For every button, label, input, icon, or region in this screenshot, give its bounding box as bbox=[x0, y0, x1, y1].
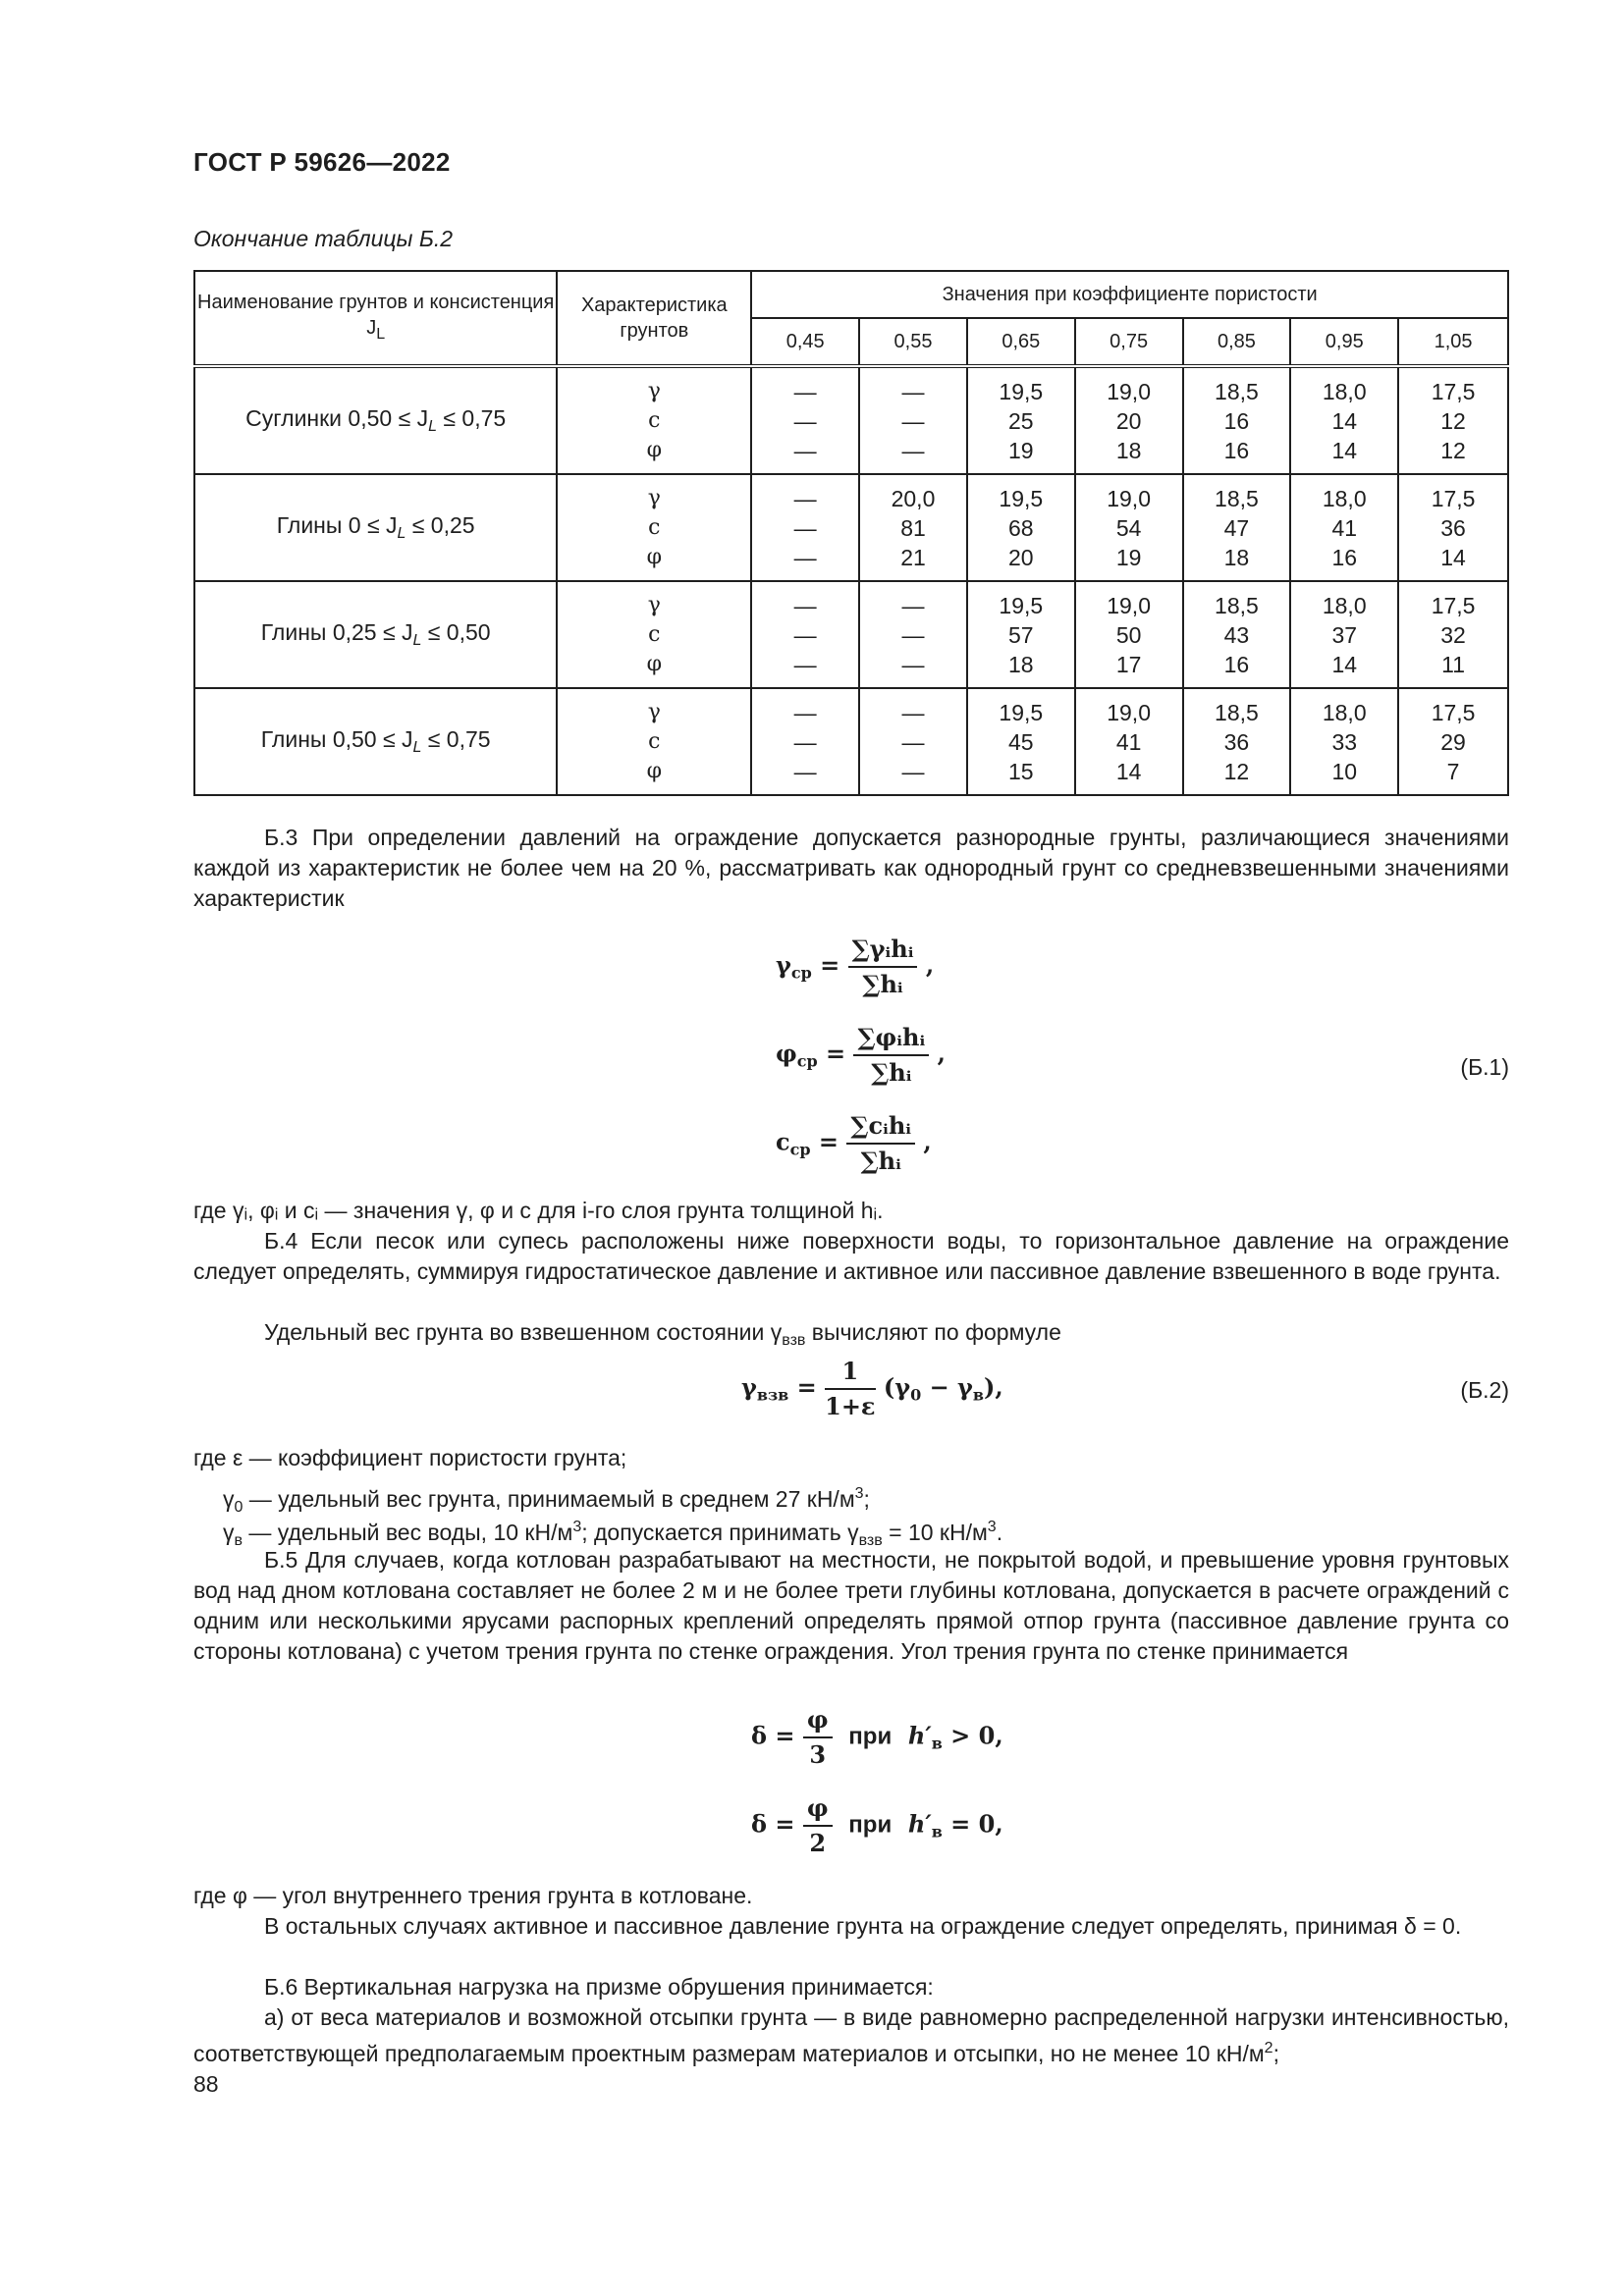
formula-c-avg: $c_{ср}$ = $\frac{\text{∑cᵢhᵢ}}{\text{∑hᵢ}}$ , bbox=[776, 1111, 932, 1175]
value: 14 bbox=[1331, 437, 1358, 463]
value: 20 bbox=[1008, 544, 1034, 570]
value: 47 bbox=[1223, 514, 1250, 541]
value: — bbox=[901, 728, 925, 755]
porosity-header: 0,45 bbox=[751, 318, 859, 366]
value: 19,0 bbox=[1107, 378, 1151, 404]
col-values-header: Значения при коэффициенте пористости bbox=[751, 271, 1508, 318]
value-cell bbox=[1398, 581, 1508, 688]
value: 18 bbox=[1008, 651, 1034, 677]
value-cell bbox=[859, 366, 967, 474]
paragraph-weight: Удельный вес грунта во взвешенном состоянии $\gamma_{взв}$ вычисляют по формуле bbox=[264, 1319, 1061, 1349]
characteristic-symbol: γ bbox=[647, 592, 661, 617]
value: — bbox=[901, 437, 925, 463]
characteristic-symbol: φ bbox=[646, 544, 663, 569]
porosity-header: 0,85 bbox=[1183, 318, 1291, 366]
value: 18,0 bbox=[1322, 699, 1367, 725]
value: 14 bbox=[1331, 651, 1358, 677]
value: 10 bbox=[1331, 758, 1358, 784]
value-cell bbox=[967, 366, 1075, 474]
characteristic-cell bbox=[557, 688, 751, 795]
paragraph-b3: Б.3 При определении давлений на ограждение допускается разнородные грунты, различающиеся значениями каждой из характеристик не более чем на 20 %, рассматривать как однородный грунт со средневзвешенными значениями характеристик bbox=[193, 825, 1509, 911]
value: 18 bbox=[1115, 437, 1142, 463]
formula-phi-avg: $\varphi_{ср}$ = $\frac{\text{∑φᵢhᵢ}}{\text{∑hᵢ}}$ , bbox=[776, 1023, 946, 1087]
document-header: ГОСТ Р 59626—2022 bbox=[193, 147, 451, 177]
value: 18,5 bbox=[1215, 485, 1259, 511]
value: 14 bbox=[1331, 407, 1358, 434]
value: 12 bbox=[1440, 437, 1466, 463]
value: 19,0 bbox=[1107, 485, 1151, 511]
value: 20,0 bbox=[891, 485, 936, 511]
value: 19,5 bbox=[999, 378, 1044, 404]
value-cell bbox=[1290, 366, 1398, 474]
value: 33 bbox=[1331, 728, 1358, 755]
table-row bbox=[194, 581, 1508, 688]
characteristic-cell bbox=[557, 474, 751, 581]
value: — bbox=[793, 728, 817, 755]
value: 17,5 bbox=[1431, 699, 1476, 725]
characteristic-cell bbox=[557, 581, 751, 688]
value-cell bbox=[967, 581, 1075, 688]
value: 41 bbox=[1115, 728, 1142, 755]
soil-name-cell: Глины $0,50 \le J_L \le 0,75$ bbox=[194, 688, 557, 795]
characteristic-symbol: c bbox=[648, 621, 661, 647]
value: 16 bbox=[1331, 544, 1358, 570]
value: — bbox=[901, 699, 925, 725]
value: 32 bbox=[1440, 621, 1466, 648]
page-number: 88 bbox=[193, 2071, 219, 2097]
table-caption: Окончание таблицы Б.2 bbox=[193, 226, 454, 251]
value-cell bbox=[1398, 366, 1508, 474]
equation-number-b1: (Б.1) bbox=[1460, 1054, 1509, 1080]
value: — bbox=[793, 544, 817, 570]
value: 19,5 bbox=[999, 592, 1044, 618]
value: 16 bbox=[1223, 437, 1250, 463]
value-cell bbox=[751, 581, 859, 688]
value: 36 bbox=[1223, 728, 1250, 755]
where-b3: где φ — угол внутреннего трения грунта в котловане. bbox=[193, 1883, 753, 1908]
where-b2-epsilon: где ε — коэффициент пористости грунта; bbox=[193, 1445, 627, 1470]
table-row bbox=[194, 366, 1508, 474]
formula-gamma-suspended: $\gamma_{взв}$ = $\frac{1}{1+\varepsilon}$ $(\gamma_0 - \gamma_в)$, bbox=[741, 1357, 1003, 1420]
value: 12 bbox=[1440, 407, 1466, 434]
paragraph-b6: Б.6 Вертикальная нагрузка на призме обрушения принимается: bbox=[264, 1974, 934, 2000]
value: 17 bbox=[1115, 651, 1142, 677]
characteristic-symbol: γ bbox=[647, 485, 661, 510]
characteristic-symbol: φ bbox=[646, 437, 663, 462]
soil-name-cell: Глины $0 \le J_L \le 0,25$ bbox=[194, 474, 557, 581]
value: — bbox=[901, 378, 925, 404]
value: 17,5 bbox=[1431, 378, 1476, 404]
porosity-header: 0,65 bbox=[967, 318, 1075, 366]
equation-number-b2: (Б.2) bbox=[1460, 1377, 1509, 1403]
characteristic-symbol: γ bbox=[647, 699, 661, 724]
porosity-header: 0,95 bbox=[1290, 318, 1398, 366]
value: 18 bbox=[1223, 544, 1250, 570]
value: 16 bbox=[1223, 651, 1250, 677]
value: 18,0 bbox=[1322, 378, 1367, 404]
value: 68 bbox=[1008, 514, 1034, 541]
value-cell bbox=[967, 688, 1075, 795]
value: — bbox=[901, 407, 925, 434]
porosity-header: 0,55 bbox=[859, 318, 967, 366]
value: 14 bbox=[1440, 544, 1466, 570]
value: 18,5 bbox=[1215, 699, 1259, 725]
value: — bbox=[793, 621, 817, 648]
value: 15 bbox=[1008, 758, 1034, 784]
where-b2-gamma0: $\gamma_0$ — удельный вес грунта, принимаемый в среднем 27 $кН/м^3$; bbox=[223, 1485, 870, 1516]
value-cell bbox=[751, 366, 859, 474]
value: 11 bbox=[1441, 651, 1466, 677]
col-name-header: Наименование грунтов и консистенция $J_L$ bbox=[194, 271, 557, 366]
value: 12 bbox=[1223, 758, 1250, 784]
characteristic-symbol: φ bbox=[646, 758, 663, 783]
value-cell bbox=[1183, 688, 1291, 795]
col-char-header: Характеристика грунтов bbox=[557, 271, 751, 366]
value: — bbox=[793, 592, 817, 618]
where-b2-gammav: $\gamma_в$ — удельный вес воды, 10 $кН/м^3$; допускается принимать $\gamma_{взв} = 10$ $кН/м^3$. bbox=[223, 1519, 1003, 1549]
value: — bbox=[901, 758, 925, 784]
value: — bbox=[793, 758, 817, 784]
soil-name-cell: Глины $0,25 \le J_L \le 0,50$ bbox=[194, 581, 557, 688]
value: 19 bbox=[1008, 437, 1034, 463]
value: 18,5 bbox=[1215, 592, 1259, 618]
value: 17,5 bbox=[1431, 485, 1476, 511]
value: — bbox=[793, 437, 817, 463]
value: 14 bbox=[1115, 758, 1142, 784]
value: 43 bbox=[1223, 621, 1250, 648]
value-cell bbox=[1398, 688, 1508, 795]
value: 19,0 bbox=[1107, 592, 1151, 618]
formula-delta-1: δ = $\frac{\varphi}{3}$ при $h'_в > 0$, bbox=[751, 1705, 1003, 1769]
value-cell bbox=[1075, 474, 1183, 581]
value: 50 bbox=[1115, 621, 1142, 648]
paragraph-other: В остальных случаях активное и пассивное давление грунта на ограждение следует определять, принимая δ = 0. bbox=[264, 1913, 1462, 1939]
value-cell bbox=[1075, 366, 1183, 474]
characteristic-symbol: φ bbox=[646, 651, 663, 676]
value: 29 bbox=[1440, 728, 1466, 755]
value: — bbox=[901, 651, 925, 677]
value: 37 bbox=[1331, 621, 1358, 648]
value-cell bbox=[967, 474, 1075, 581]
value-cell bbox=[1183, 581, 1291, 688]
value: 19,5 bbox=[999, 485, 1044, 511]
paragraph-b4: Б.4 Если песок или супесь расположены ниже поверхности воды, то горизонтальное давление на ограждение следует определять, суммируя гидростатическое давление и активное или пассивное давление взвешенного в воде грунта. bbox=[193, 1228, 1509, 1284]
characteristic-symbol: c bbox=[648, 407, 661, 433]
value: 17,5 bbox=[1431, 592, 1476, 618]
characteristic-cell bbox=[557, 366, 751, 474]
value-cell bbox=[859, 688, 967, 795]
table-row bbox=[194, 688, 1508, 795]
value: 16 bbox=[1223, 407, 1250, 434]
value: 19,5 bbox=[999, 699, 1044, 725]
value: 19,0 bbox=[1107, 699, 1151, 725]
value: 21 bbox=[900, 544, 926, 570]
porosity-header: 0,75 bbox=[1075, 318, 1183, 366]
value: 45 bbox=[1008, 728, 1034, 755]
value-cell bbox=[1290, 688, 1398, 795]
characteristic-symbol: c bbox=[648, 514, 661, 540]
porosity-header: 1,05 bbox=[1398, 318, 1508, 366]
value: 54 bbox=[1115, 514, 1142, 541]
paragraph-b5: Б.5 Для случаев, когда котлован разрабатывают на местности, не покрытой водой, и превышение уровня грунтовых вод над дном котлована составляет не более 2 м и не более трети глубины котлована, допускается в расчете ограждений с одним или несколькими ярусами распорных креплений определять прямой отпор грунта (пассивное давление грунта со стороны котлована) с учетом трения грунта по стенке ограждения. Угол трения грунта по стенке принимается bbox=[193, 1547, 1509, 1664]
characteristic-symbol: γ bbox=[647, 378, 661, 403]
value: — bbox=[793, 378, 817, 404]
value: 18,5 bbox=[1215, 378, 1259, 404]
value: 18,0 bbox=[1322, 485, 1367, 511]
value-cell bbox=[1398, 474, 1508, 581]
value: 20 bbox=[1115, 407, 1142, 434]
value: 81 bbox=[900, 514, 926, 541]
value: — bbox=[793, 485, 817, 511]
soil-name-cell: Суглинки $0,50 \le J_L \le 0,75$ bbox=[194, 366, 557, 474]
value: 41 bbox=[1331, 514, 1358, 541]
value: — bbox=[793, 651, 817, 677]
formula-gamma-avg: $\gamma_{ср}$ = $\frac{\text{∑γᵢhᵢ}}{\text{∑hᵢ}}$ , bbox=[776, 934, 935, 998]
value: — bbox=[793, 699, 817, 725]
value: — bbox=[793, 514, 817, 541]
value: — bbox=[901, 592, 925, 618]
soil-table bbox=[193, 270, 1509, 796]
value-cell bbox=[859, 474, 967, 581]
table-row bbox=[194, 474, 1508, 581]
value-cell bbox=[859, 581, 967, 688]
value: — bbox=[793, 407, 817, 434]
value-cell bbox=[1290, 474, 1398, 581]
value-cell bbox=[1075, 581, 1183, 688]
value: 57 bbox=[1008, 621, 1034, 648]
where-b1: где γᵢ, φᵢ и cᵢ — значения γ, φ и c для i-го слоя грунта толщиной hᵢ. bbox=[193, 1198, 884, 1223]
value-cell bbox=[1183, 474, 1291, 581]
value-cell bbox=[751, 474, 859, 581]
value: — bbox=[901, 621, 925, 648]
characteristic-symbol: c bbox=[648, 728, 661, 754]
value-cell bbox=[751, 688, 859, 795]
value: 25 bbox=[1008, 407, 1034, 434]
paragraph-a: а) от веса материалов и возможной отсыпки грунта — в виде равномерно распределенной нагрузки интенсивностью, соответствующей предполагаемым проектным размерам материалов и отсыпки, но не менее 10 $кН/м^2$; bbox=[193, 2004, 1509, 2066]
value: 7 bbox=[1446, 758, 1460, 784]
value: 18,0 bbox=[1322, 592, 1367, 618]
formula-delta-2: δ = $\frac{\varphi}{2}$ при $h'_в = 0$, bbox=[751, 1793, 1003, 1857]
value: 19 bbox=[1115, 544, 1142, 570]
value-cell bbox=[1290, 581, 1398, 688]
value-cell bbox=[1075, 688, 1183, 795]
value-cell bbox=[1183, 366, 1291, 474]
value: 36 bbox=[1440, 514, 1466, 541]
